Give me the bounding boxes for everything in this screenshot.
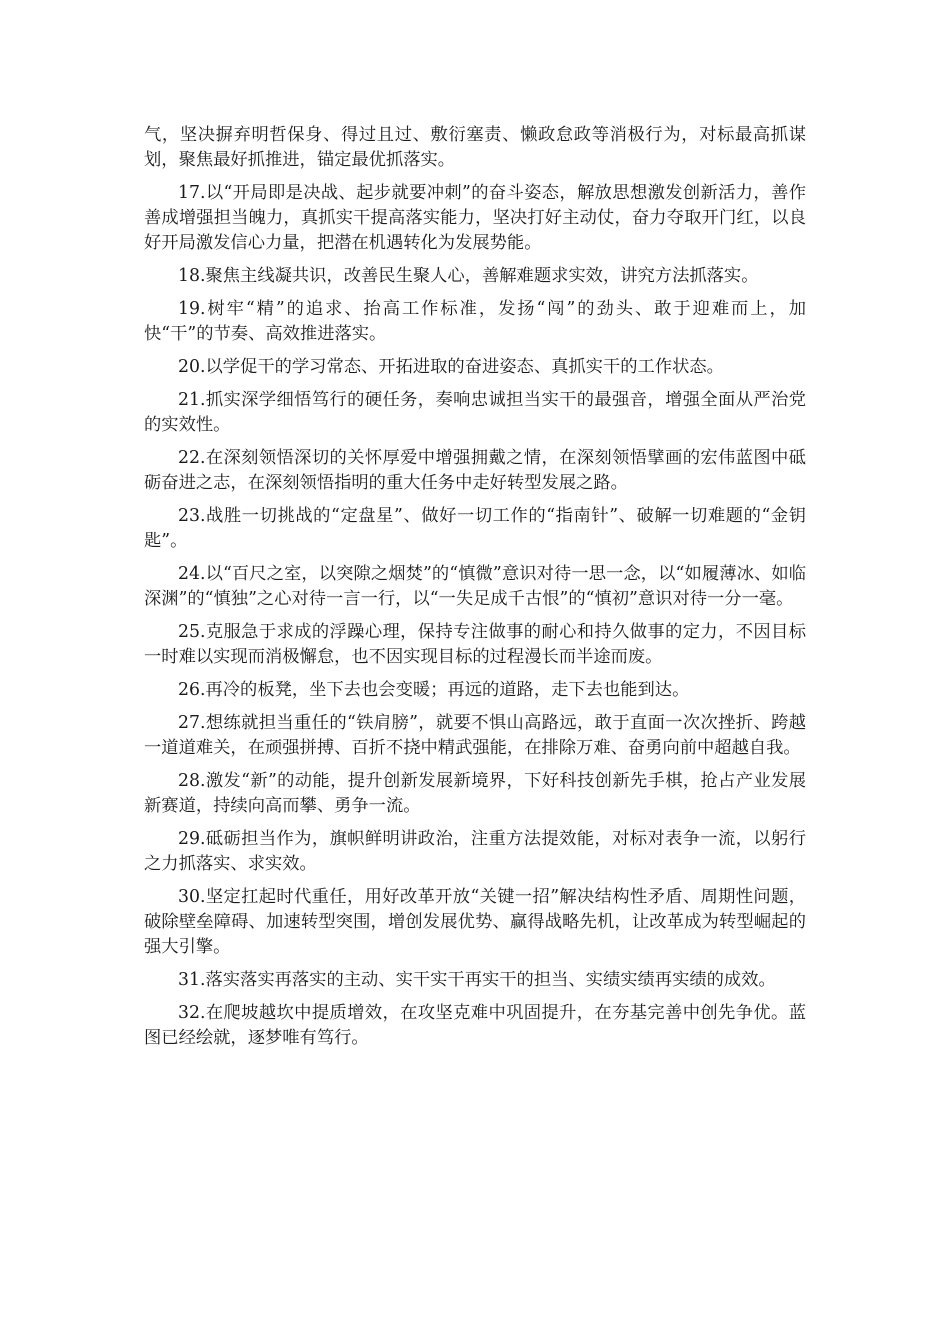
paragraph-32: 32.在爬坡越坎中提质增效，在攻坚克难中巩固提升，在夯基完善中创先争优。蓝图已经绘就，逐梦唯有笃行。 (144, 1003, 806, 1048)
paragraph-31: 31.落实落实再落实的主动、实干实干再实干的担当、实绩实绩再实绩的成效。 (178, 970, 776, 990)
paragraph-30: 30.坚定扛起时代重任，用好改革开放“关键一招”解决结构性矛盾、周期性问题，破除壁垒障碍、加速转型突围，增创发展优势、赢得战略先机，让改革成为转型崛起的强大引擎。 (144, 887, 806, 957)
paragraph-17: 17.以“开局即是决战、起步就要冲刺”的奋斗姿态，解放思想激发创新活力，善作善成增强担当魄力，真抓实干提高落实能力，坚决打好主动仗，奋力夺取开门红，以良好开局激发信心力量，把潜在机遇转化为发展势能。 (144, 183, 806, 253)
paragraph-28: 28.激发“新”的动能，提升创新发展新境界，下好科技创新先手棋，抢占产业发展新赛道，持续向高而攀、勇争一流。 (144, 771, 806, 816)
paragraph-26: 26.再冷的板凳，坐下去也会变暖；再远的道路，走下去也能到达。 (178, 680, 690, 700)
paragraph-21: 21.抓实深学细悟笃行的硬任务，奏响忠诚担当实干的最强音，增强全面从严治党的实效性。 (144, 390, 806, 435)
paragraph-continued: 气，坚决摒弃明哲保身、得过且过、敷衍塞责、懒政怠政等消极行为，对标最高抓谋划，聚焦最好抓推进，锚定最优抓落实。 (144, 125, 806, 170)
paragraph-27: 27.想练就担当重任的“铁肩膀”，就要不惧山高路远，敢于直面一次次挫折、跨越一道道难关，在顽强拼搏、百折不挠中精武强能，在排除万难、奋勇向前中超越自我。 (144, 713, 806, 758)
document-body (144, 123, 806, 1059)
paragraph-19: 19.树牢“精”的追求、抬高工作标准，发扬“闯”的劲头、敢于迎难而上，加快“干”的节奏、高效推进落实。 (144, 299, 806, 344)
paragraph-23: 23.战胜一切挑战的“定盘星”、做好一切工作的“指南针”、破解一切难题的“金钥匙”。 (144, 506, 806, 551)
paragraph-20: 20.以学促干的学习常态、开拓进取的奋进姿态、真抓实干的工作状态。 (178, 357, 724, 377)
paragraph-25: 25.克服急于求成的浮躁心理，保持专注做事的耐心和持久做事的定力，不因目标一时难以实现而消极懈怠，也不因实现目标的过程漫长而半途而废。 (144, 622, 806, 667)
paragraph-24: 24.以“百尺之室，以突隙之烟焚”的“慎微”意识对待一思一念，以“如履薄冰、如临深渊”的“慎独”之心对待一言一行，以“一失足成千古恨”的“慎初”意识对待一分一毫。 (144, 564, 806, 609)
paragraph-22: 22.在深刻领悟深切的关怀厚爱中增强拥戴之情，在深刻领悟擘画的宏伟蓝图中砥砺奋进之志，在深刻领悟指明的重大任务中走好转型发展之路。 (144, 448, 806, 493)
paragraph-18: 18.聚焦主线凝共识，改善民生聚人心，善解难题求实效，讲究方法抓落实。 (178, 266, 759, 286)
paragraph-29: 29.砥砺担当作为，旗帜鲜明讲政治，注重方法提效能，对标对表争一流，以躬行之力抓落实、求实效。 (144, 829, 806, 874)
